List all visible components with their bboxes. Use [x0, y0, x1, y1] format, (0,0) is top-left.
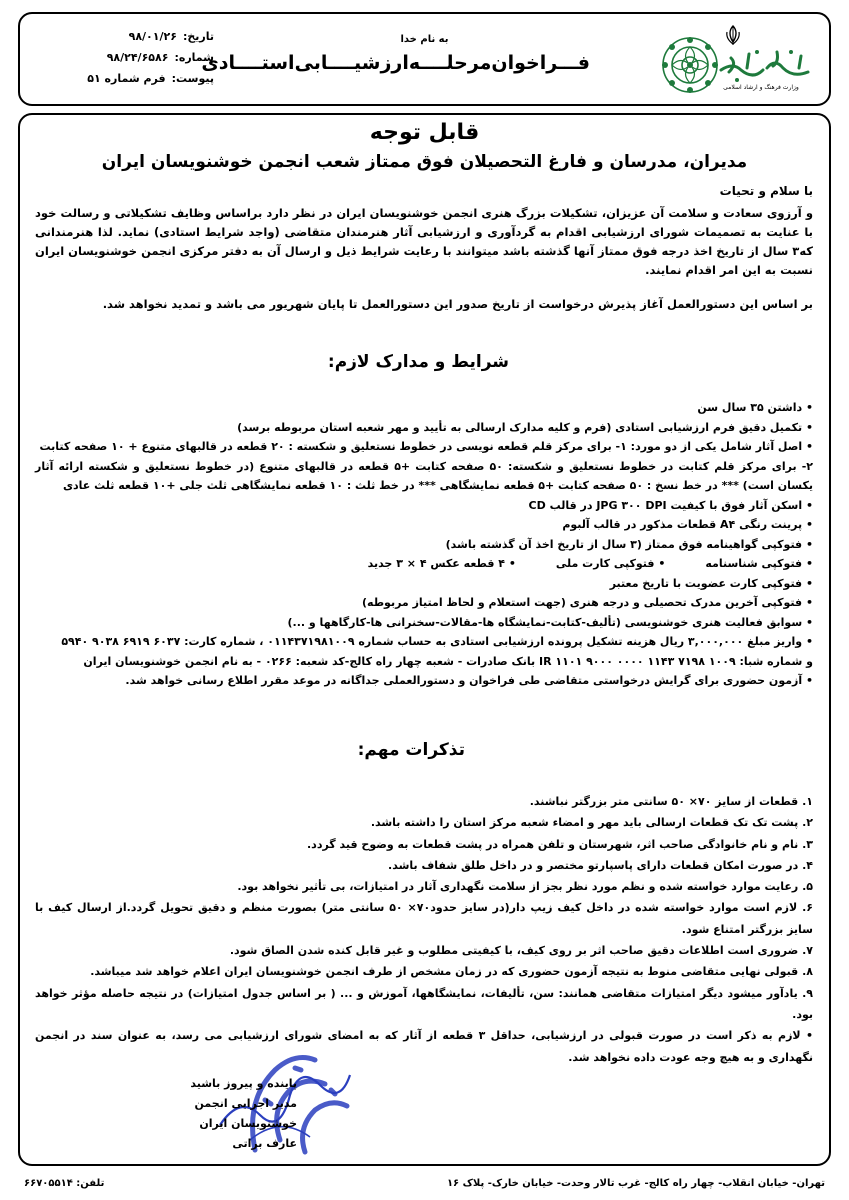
signature-block	[147, 1074, 297, 1154]
meta-number-label: شماره:	[174, 51, 214, 64]
letter-title: فـــراخوان‌مرحلــــه‌ارزشیــــابی‌استــــادی	[201, 52, 590, 74]
condition-item: • تکمیل دقیق فرم ارزشیابی استادی (فرم و کلیه مدارک ارسالی به تأیید و مهر شعبه استان مربوطه برسد)	[237, 420, 813, 434]
meta-number-value: ۹۸/۲۴/۶۵۸۶	[106, 51, 169, 64]
footer-phone: تلفن: ۶۶۷۰۵۵۱۴	[24, 1178, 105, 1189]
condition-item: • اسکن آثار فوق با کیفیت JPG ۳۰۰ DPI در قالب CD	[528, 498, 813, 512]
condition-item: • داشتن ۳۵ سال سن	[697, 401, 813, 414]
note-item: ۳. نام و نام خانوادگی صاحب اثر، شهرستان و تلفن همراه در پشت قطعات به وضوح قید گردد.	[307, 837, 813, 851]
condition-item: ۲- برای مرکز قلم کتابت در خطوط نستعلیق و شکسته: ۵۰ صفحه کتابت +۵ قطعه در قالبهای متنوع (در خطوط نستعلیق و شکسته ارائه آثار یکسان است) *** در خط نسخ : ۵۰ صفحه کتابت +۵ قطعه نمایشگاهی *** در خط ثلث : ۱۰ قطعه نمایشگاهی ثلث جلی +۱۰ قطعه ثلث عادی	[35, 459, 813, 492]
note-item: ۷. ضروری است اطلاعات دقیق صاحب اثر بر روی کیف، با کیفیتی مطلوب و غیر قابل کنده شدن الصاق شود.	[229, 944, 813, 958]
bismillah: به نام خدا	[400, 34, 449, 45]
condition-item: • فتوکپی کارت عضویت با تاریخ معتبر	[609, 576, 813, 590]
condition-item: • فتوکپی کارت ملی	[555, 557, 666, 570]
audience-line: مدیران، مدرسان و فارغ التحصیلان فوق ممتاز شعب انجمن خوشنویسان ایران	[101, 152, 748, 172]
deadline-paragraph: بر اساس این دستورالعمل آغاز پذیرش درخواست از تاریخ صدور این دستورالعمل تا پایان شهریور می باشد و تمدید نخواهد شد.	[102, 297, 813, 311]
intro-paragraph: و آرزوی سعادت و سلامت آن عزیزان، تشکیلات بزرگ هنری انجمن خوشنویسان ایران در نظر دارد براساس وظایف تشکیلاتی و رسالت خود با عنایت به تصمیمات شورای ارزشیابی اقدام به گردآوری و ارزشیابی آثار هنرمندان متقاضی (واجد شرایط استادی) نماید. لذا هنرمندانی که۳ سال از تاریخ اخذ درجه فوق ممتاز آنها گذشته باشد میتوانند با رعایت شرایط ذیل و ارسال آن به دفتر مرکزی انجمن خوشنویسان ایران نسبت به این امر اقدام نمایند.	[35, 206, 813, 277]
footer	[18, 1178, 831, 1189]
condition-item: • آزمون حضوری برای گرایش درخواستی متقاضی طی فراخوان و دستورالعملی جداگانه در موعد مقرر اطلاع رسانی خواهد شد.	[125, 674, 813, 687]
greeting: با سلام و تحیات	[719, 184, 813, 198]
conditions-heading: شرایط و مدارک لازم:	[327, 352, 509, 372]
condition-item: و شماره شبا: IR ۱۱۰۱ ۹۰۰۰ ۰۰۰۰ ۱۱۴۳ ۷۱۹۸ ۱۰۰۹ بانک صادرات - شعبه چهار راه کالج-کد شعبه: ۰۲۶۶ - به نام انجمن خوشنویسان ایران	[83, 654, 813, 668]
association-logo	[647, 20, 817, 102]
calligraphy-logo-art	[713, 44, 813, 84]
meta-date	[34, 26, 214, 47]
meta-attachment-label: پیوست:	[171, 72, 214, 85]
meta-attachment-value: فرم شماره ۵۱	[87, 72, 166, 85]
note-item: ۶. لازم است موارد خواسته شده در داخل کیف زیپ دار(در سایز حدود۷۰× ۵۰ سانتی متر) بصورت منظم و دقیق تحویل گردد.از ارسال کیف با سایز بزرگتر امتناع شود.	[35, 901, 813, 936]
meta-number	[34, 47, 214, 68]
note-item: ۲. پشت تک تک قطعات ارسالی باید مهر و امضاء شعبه مرکز استان را داشته باشد.	[370, 816, 813, 830]
note-item: • لازم به ذکر است در صورت قبولی در ارزشیابی، حداقل ۳ قطعه از آثار که به امضای شورای ارزشیابی می رسد، به عنوان سند در انجمن نگهداری و به هیچ وجه عودت داده نخواهد شد.	[35, 1029, 814, 1064]
attention-heading: قابل توجه	[369, 120, 480, 145]
signer-name: عارف براتی	[232, 1137, 297, 1150]
signer-position: مدیر اجرایی انجمن خوشنویسان ایران	[194, 1097, 297, 1130]
condition-item: • پرینت رنگی A۴ قطعات مذکور در قالب آلبوم	[562, 518, 813, 531]
notes-list	[35, 791, 813, 1068]
meta-attachment	[34, 68, 214, 89]
condition-item: • سوابق فعالیت هنری خوشنویسی (تألیف-کتابت-نمایشگاه ها-مقالات-سخنرانی ها-کارگاهها و ...)	[287, 615, 813, 629]
letter-meta	[34, 26, 214, 89]
condition-item: • اصل آثار شامل یکی از دو مورد: ۱- برای مرکز قلم قطعه نویسی در خطوط نستعلیق و شکسته : ۲۰ قطعه در قالبهای متنوع + ۱۰ صفحه کتابت	[39, 440, 813, 453]
note-item: ۴. در صورت امکان قطعات دارای پاسپارتو مختصر و در داخل طلق شفاف باشد.	[388, 858, 813, 872]
note-item: ۹. یادآور میشود دیگر امتیازات متقاضی همانند: سن، تألیفات، نمایشگاهها، آموزش و ... ( بر اساس جدول امتیازات) در نتیجه حاصله مؤثر خواهد بود.	[35, 986, 813, 1021]
condition-item: • فتوکپی شناسنامه	[705, 557, 813, 570]
condition-item: • واریز مبلغ ۳,۰۰۰,۰۰۰ ریال هزینه تشکیل پرونده ارزشیابی استادی به حساب شماره ۰۱۱۴۳۷۱۹۸۱۰۰۹ ، شماره کارت: ۶۰۳۷ ۶۹۱۹ ۹۰۳۸ ۵۹۴۰	[61, 635, 813, 648]
condition-item: • ۴ قطعه عکس ۴ × ۳ جدید	[367, 557, 516, 570]
footer-address: تهران- خیابان انقلاب- چهار راه کالج- غرب تالار وحدت- خیابان خارک- پلاک ۱۶	[446, 1178, 825, 1189]
notes-heading: تذکرات مهم:	[357, 740, 465, 760]
note-item: ۵. رعایت موارد خواسته شده و نظم مورد نظر بجز از سلامت نگهداری آثار در امتیازات، بی تأثیر نخواهد بود.	[237, 880, 813, 894]
letterhead	[18, 12, 831, 106]
meta-date-value: ۹۸/۰۱/۲۶	[128, 30, 177, 43]
condition-item: • فتوکپی آخرین مدرک تحصیلی و درجه هنری (جهت استعلام و لحاظ امتیاز مربوطه)	[362, 596, 813, 609]
note-item: ۱. قطعات از سایز ۷۰× ۵۰ سانتی متر بزرگتر نباشند.	[529, 795, 813, 808]
conditions-list	[35, 398, 813, 691]
condition-item: • فتوکپی گواهینامه فوق ممتاز (۳ سال از تاریخ اخذ آن گذشته باشد)	[445, 537, 813, 551]
note-item: ۸. قبولی نهایی متقاضی منوط به نتیجه آزمون حضوری که در زمان مشخص از طرف انجمن خوشنویسان ایران اعلام خواهد شد میباشد.	[90, 965, 813, 979]
closing-line: پاینده و پیروز باشید	[190, 1077, 297, 1090]
ministry-caption: وزارت فرهنگ و ارشاد اسلامی	[723, 84, 799, 91]
meta-date-label: تاریخ:	[182, 30, 214, 43]
condition-inline-row	[35, 554, 813, 574]
